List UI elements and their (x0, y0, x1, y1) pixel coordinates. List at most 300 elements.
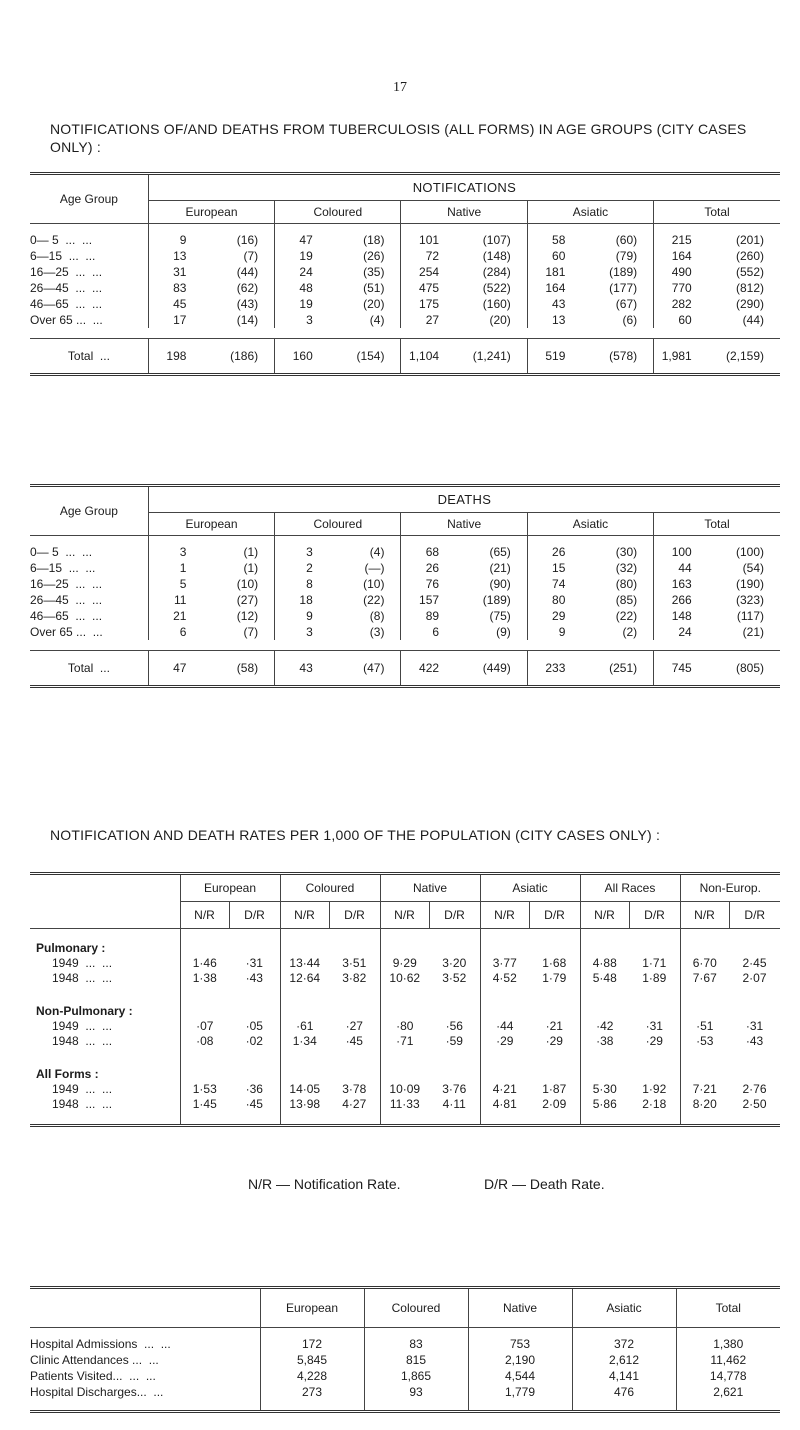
death-rate: 2·07 (742, 971, 767, 985)
empty-cell (629, 929, 680, 957)
value-1948: (20) (319, 296, 401, 312)
value-1948: (251) (571, 651, 653, 687)
empty-cell (429, 1049, 480, 1082)
value-1949: 26 (425, 561, 440, 575)
empty-cell (429, 929, 480, 957)
hospital-value: 1,779 (468, 1384, 572, 1400)
empty-cell (229, 929, 280, 957)
hospital-value: 4,141 (572, 1368, 676, 1384)
value-1948: (79) (571, 248, 653, 264)
value-1948: (7) (192, 248, 274, 264)
notification-rate: 1·45 (192, 1097, 217, 1111)
empty-cell (680, 1049, 729, 1082)
value-1948: (85) (571, 592, 653, 608)
value-1949: 2 (306, 561, 313, 575)
notifications-row (30, 296, 780, 312)
empty-cell (680, 929, 729, 957)
value-1949: 233 (545, 661, 566, 675)
death-rate: 3·51 (329, 956, 380, 971)
value-1949: 198 (166, 349, 187, 363)
notifications-separator (30, 328, 780, 339)
value-1948: (44) (192, 264, 274, 280)
value-1949: 215 (671, 233, 692, 247)
value-1949: 490 (671, 265, 692, 279)
subheader-nr: N/R (380, 902, 429, 929)
death-rate: 2·76 (742, 1082, 767, 1096)
rates-row (30, 1034, 780, 1049)
deaths-row (30, 576, 780, 592)
subheader-nr: N/R (680, 902, 729, 929)
notification-rate: 7·21 (692, 1082, 717, 1096)
death-rate: 1·79 (529, 971, 580, 986)
value-1948: (6) (571, 312, 653, 328)
value-1949: 3 (306, 545, 313, 559)
subheader-dr: D/R (529, 902, 580, 929)
notification-rate: 9·29 (392, 956, 417, 970)
deaths-row (30, 608, 780, 624)
notification-rate: ·51 (696, 1019, 714, 1033)
race-header-native: Native (401, 512, 527, 535)
empty-cell (180, 986, 229, 1019)
death-rate: ·05 (229, 1019, 280, 1034)
value-1948: (47) (319, 651, 401, 687)
value-1948: (4) (319, 312, 401, 328)
value-1948: (10) (192, 576, 274, 592)
value-1948: (154) (319, 339, 401, 375)
notification-rate: 1·46 (192, 956, 217, 970)
rates-row (30, 956, 780, 971)
value-1948: (2,159) (725, 349, 764, 363)
value-1949: 101 (419, 233, 440, 247)
deaths-group-header: DEATHS (148, 486, 780, 513)
page-number: 17 (393, 80, 407, 95)
hospital-value: 93 (364, 1384, 468, 1400)
death-rate: 2·09 (529, 1097, 580, 1112)
age-group-label: 6—15 ... ... (30, 560, 148, 576)
age-group-label: 6—15 ... ... (30, 248, 148, 264)
empty-cell (580, 986, 629, 1019)
value-1948: (58) (192, 651, 274, 687)
notification-rate: ·71 (396, 1034, 414, 1048)
race-header-european: European (148, 200, 274, 223)
empty-cell (529, 986, 580, 1019)
death-rate: 4·11 (429, 1097, 480, 1112)
value-1949: 21 (173, 609, 187, 623)
rates-row (30, 1082, 780, 1097)
empty-cell (329, 929, 380, 957)
value-1949: 770 (671, 281, 692, 295)
year-label: 1949 ... ... (30, 1082, 180, 1097)
death-rate: 3·78 (329, 1082, 380, 1097)
death-rate: ·45 (229, 1097, 280, 1112)
notification-rate: ·61 (296, 1019, 314, 1033)
deaths-separator (30, 640, 780, 651)
hospital-value: 372 (572, 1328, 676, 1353)
hospital-value: 172 (260, 1328, 364, 1353)
hospital-row-label: Clinic Attendances ... ... (30, 1352, 260, 1368)
age-group-label: 16—25 ... ... (30, 264, 148, 280)
legend-notification-rate: N/R — Notification Rate. (248, 1176, 401, 1192)
value-1948: (14) (192, 312, 274, 328)
rates-section-header (30, 986, 780, 1019)
notification-rate: 1·53 (192, 1082, 217, 1096)
hospital-value: 815 (364, 1352, 468, 1368)
age-group-label: 46—65 ... ... (30, 608, 148, 624)
death-rate: 1·71 (629, 956, 680, 971)
value-1949: 745 (671, 661, 692, 675)
notification-rate: 11·33 (389, 1097, 420, 1111)
value-1949: 27 (425, 313, 440, 327)
value-1949: 181 (545, 265, 566, 279)
hospital-header-native: Native (468, 1288, 572, 1328)
value-1949: 9 (306, 609, 313, 623)
hospital-value: 2,612 (572, 1352, 676, 1368)
value-1949: 6 (432, 625, 440, 639)
deaths-row (30, 560, 780, 576)
value-1948: (67) (571, 296, 653, 312)
empty-cell (580, 929, 629, 957)
hospital-value: 1,865 (364, 1368, 468, 1384)
notification-rate: 5·48 (592, 971, 617, 985)
subheader-nr: N/R (580, 902, 629, 929)
hospital-value: 4,228 (260, 1368, 364, 1384)
value-1949: 519 (545, 349, 566, 363)
age-group-label: 16—25 ... ... (30, 576, 148, 592)
hospital-corner-cell (30, 1288, 260, 1328)
empty-cell (280, 929, 329, 957)
value-1949: 80 (552, 593, 566, 607)
empty-cell (180, 929, 229, 957)
death-rate: ·45 (329, 1034, 380, 1049)
value-1949: 31 (173, 265, 187, 279)
value-1949: 76 (425, 577, 440, 591)
empty-cell (429, 986, 480, 1019)
notification-rate: ·38 (596, 1034, 614, 1048)
hospital-row (30, 1352, 780, 1368)
value-1949: 9 (558, 625, 566, 639)
death-rate: ·02 (229, 1034, 280, 1049)
value-1948: (60) (571, 224, 653, 249)
value-1949: 164 (545, 281, 566, 295)
value-1948: (16) (192, 224, 274, 249)
deaths-row (30, 592, 780, 608)
empty-cell (280, 986, 329, 1019)
hospital-header-asiatic: Asiatic (572, 1288, 676, 1328)
value-1949: 48 (299, 281, 313, 295)
value-1949: 1,104 (409, 349, 440, 363)
notification-rate: ·80 (396, 1019, 414, 1033)
hospital-value: 2,621 (713, 1385, 744, 1399)
value-1949: 13 (173, 249, 187, 263)
empty-cell (729, 1049, 780, 1082)
value-1948: (186) (192, 339, 274, 375)
value-1948: (2) (571, 624, 653, 640)
value-1948: (7) (192, 624, 274, 640)
age-group-header: Age Group (30, 174, 148, 224)
rates-table (30, 872, 780, 1127)
notifications-group-header: NOTIFICATIONS (148, 174, 780, 201)
value-1949: 160 (292, 349, 313, 363)
value-1948: (65) (445, 536, 527, 561)
hospital-value: 476 (572, 1384, 676, 1400)
notification-rate: 8·20 (692, 1097, 717, 1111)
empty-cell (480, 929, 529, 957)
hospital-row-label: Hospital Admissions ... ... (30, 1328, 260, 1353)
value-1948: (160) (445, 296, 527, 312)
age-group-header: Age Group (30, 486, 148, 536)
notification-rate: 4·21 (492, 1082, 517, 1096)
age-group-label: Over 65 ... ... (30, 624, 148, 640)
value-1948: (9) (445, 624, 527, 640)
value-1949: 175 (419, 297, 440, 311)
value-1949: 58 (552, 233, 566, 247)
empty-cell (680, 986, 729, 1019)
empty-cell (229, 986, 280, 1019)
notifications-total-row (30, 339, 780, 375)
value-1949: 148 (671, 609, 692, 623)
value-1949: 6 (179, 625, 187, 639)
death-rate: ·59 (429, 1034, 480, 1049)
value-1949: 3 (306, 313, 313, 327)
year-label: 1948 ... ... (30, 971, 180, 986)
hospital-bottom (30, 1400, 780, 1412)
value-1948: (3) (319, 624, 401, 640)
rates-group-all-races: All Races (580, 874, 680, 902)
deaths-table (30, 484, 780, 688)
age-group-label: 0— 5 ... ... (30, 224, 148, 249)
age-group-label: 26—45 ... ... (30, 592, 148, 608)
race-header-asiatic: Asiatic (527, 200, 653, 223)
value-1948: (260) (735, 249, 764, 263)
value-1949: 254 (419, 265, 440, 279)
value-1949: 282 (671, 297, 692, 311)
value-1948: (18) (319, 224, 401, 249)
value-1948: (30) (571, 536, 653, 561)
race-header-total: Total (704, 516, 730, 531)
notification-rate: 4·52 (492, 971, 517, 985)
age-group-label: 0— 5 ... ... (30, 536, 148, 561)
age-group-label: Over 65 ... ... (30, 312, 148, 328)
empty-cell (380, 929, 429, 957)
value-1948: (32) (571, 560, 653, 576)
value-1949: 68 (425, 545, 440, 559)
notification-rate: ·07 (196, 1019, 214, 1033)
value-1949: 1 (179, 561, 187, 575)
empty-cell (580, 1049, 629, 1082)
value-1949: 43 (299, 661, 313, 675)
value-1949: 44 (678, 561, 692, 575)
value-1948: (1,241) (445, 339, 527, 375)
hospital-value: 14,778 (709, 1369, 747, 1383)
subheader-dr: D/R (429, 902, 480, 929)
death-rate: 1·89 (629, 971, 680, 986)
race-header-native: Native (401, 200, 527, 223)
death-rate: 1·92 (629, 1082, 680, 1097)
empty-cell (729, 929, 780, 957)
subheader-nr: N/R (280, 902, 329, 929)
death-rate: 3·76 (429, 1082, 480, 1097)
value-1948: (26) (319, 248, 401, 264)
value-1948: (190) (735, 577, 764, 591)
empty-cell (480, 1049, 529, 1082)
notification-rate: 5·86 (592, 1097, 617, 1111)
hospital-row (30, 1328, 780, 1353)
value-1948: (578) (571, 339, 653, 375)
value-1948: (290) (735, 297, 764, 311)
hospital-value: 5,845 (260, 1352, 364, 1368)
value-1948: (1) (192, 560, 274, 576)
value-1949: 24 (299, 265, 313, 279)
value-1949: 74 (552, 577, 566, 591)
hospital-value: 753 (468, 1328, 572, 1353)
rates-bottom (30, 1112, 780, 1126)
death-rate: ·36 (229, 1082, 280, 1097)
death-rate: ·43 (229, 971, 280, 986)
value-1948: (449) (445, 651, 527, 687)
year-label: 1949 ... ... (30, 1019, 180, 1034)
section-label: All Forms : (30, 1049, 180, 1082)
value-1948: (44) (742, 313, 764, 327)
notification-rate: ·29 (496, 1034, 514, 1048)
death-rate: ·31 (229, 956, 280, 971)
value-1948: (1) (192, 536, 274, 561)
empty-cell (529, 929, 580, 957)
value-1948: (62) (192, 280, 274, 296)
value-1949: 47 (173, 661, 187, 675)
race-header-coloured: Coloured (275, 512, 401, 535)
death-rate: ·31 (745, 1019, 764, 1033)
notification-rate: 10·62 (389, 971, 421, 985)
notification-rate: 4·81 (492, 1097, 517, 1111)
value-1949: 163 (671, 577, 692, 591)
value-1949: 422 (419, 661, 440, 675)
notifications-row (30, 280, 780, 296)
race-header-total: Total (704, 204, 730, 219)
value-1948: (43) (192, 296, 274, 312)
notification-rate: ·08 (196, 1034, 214, 1048)
value-1948: (812) (735, 281, 764, 295)
hospital-value: 11,462 (710, 1353, 747, 1367)
death-rate: 2·50 (742, 1097, 767, 1111)
hospital-row-label: Patients Visited... ... ... (30, 1368, 260, 1384)
rates-group-coloured: Coloured (280, 874, 380, 902)
notification-rate: ·44 (496, 1019, 514, 1033)
hospital-value: 2,190 (468, 1352, 572, 1368)
empty-cell (380, 986, 429, 1019)
value-1948: (189) (445, 592, 527, 608)
value-1949: 5 (179, 577, 187, 591)
hospital-value: 4,544 (468, 1368, 572, 1384)
subheader-nr: N/R (180, 902, 229, 929)
notifications-row (30, 248, 780, 264)
deaths-total-row (30, 651, 780, 687)
death-rate: 2·18 (629, 1097, 680, 1112)
death-rate: 2·45 (742, 956, 767, 970)
value-1948: (107) (445, 224, 527, 249)
value-1948: (100) (735, 545, 764, 559)
value-1948: (27) (192, 592, 274, 608)
empty-cell (329, 1049, 380, 1082)
value-1949: 47 (299, 233, 313, 247)
value-1949: 1,981 (661, 349, 692, 363)
hospital-row-label: Hospital Discharges... ... (30, 1384, 260, 1400)
age-group-label: Total ... (30, 339, 148, 375)
age-group-label: 46—65 ... ... (30, 296, 148, 312)
notifications-title: NOTIFICATIONS OF/AND DEATHS FROM TUBERCULOSIS (ALL FORMS) IN AGE GROUPS (CITY CASES ONLY) : (50, 121, 747, 155)
death-rate: ·56 (429, 1019, 480, 1034)
value-1948: (20) (445, 312, 527, 328)
hospital-header-total: Total (715, 1301, 741, 1315)
empty-cell (629, 986, 680, 1019)
value-1949: 19 (299, 297, 313, 311)
notification-rate: 13·44 (289, 956, 321, 970)
value-1949: 11 (173, 593, 187, 607)
rates-row (30, 1019, 780, 1034)
death-rate: 4·27 (329, 1097, 380, 1112)
value-1949: 164 (671, 249, 692, 263)
death-rate: ·21 (529, 1019, 580, 1034)
hospital-value: 273 (260, 1384, 364, 1400)
value-1949: 100 (671, 545, 692, 559)
legend-death-rate: D/R — Death Rate. (484, 1176, 605, 1192)
notification-rate: 14·05 (289, 1082, 321, 1096)
value-1948: (90) (445, 576, 527, 592)
value-1948: (54) (742, 561, 764, 575)
empty-cell (180, 1049, 229, 1082)
rates-section-header (30, 1049, 780, 1082)
value-1949: 26 (552, 545, 566, 559)
death-rate: 3·52 (429, 971, 480, 986)
value-1948: (117) (736, 609, 764, 623)
death-rate: ·29 (529, 1034, 580, 1049)
rates-group-european: European (180, 874, 280, 902)
age-group-label: Total ... (30, 651, 148, 687)
death-rate: ·27 (329, 1019, 380, 1034)
value-1949: 157 (419, 593, 440, 607)
notification-rate: 1·34 (292, 1034, 317, 1048)
value-1948: (75) (445, 608, 527, 624)
value-1948: (323) (735, 593, 764, 607)
value-1948: (—) (319, 560, 401, 576)
empty-cell (480, 986, 529, 1019)
empty-cell (380, 1049, 429, 1082)
rates-group-native: Native (380, 874, 480, 902)
empty-cell (729, 986, 780, 1019)
section-label: Pulmonary : (30, 929, 180, 957)
empty-cell (329, 986, 380, 1019)
notifications-row (30, 224, 780, 249)
notifications-table (30, 172, 780, 376)
value-1948: (12) (192, 608, 274, 624)
race-header-asiatic: Asiatic (527, 512, 653, 535)
death-rate: ·29 (629, 1034, 680, 1049)
rates-group-non-europ: Non-Europ. (680, 874, 780, 902)
hospital-row (30, 1384, 780, 1400)
value-1948: (51) (319, 280, 401, 296)
value-1948: (21) (445, 560, 527, 576)
value-1949: 45 (173, 297, 187, 311)
value-1948: (201) (735, 233, 764, 247)
hospital-row (30, 1368, 780, 1384)
value-1949: 17 (173, 313, 187, 327)
hospital-value: 1,380 (713, 1337, 744, 1351)
hospital-header-european: European (260, 1288, 364, 1328)
notifications-row (30, 312, 780, 328)
value-1948: (189) (571, 264, 653, 280)
rates-section-header (30, 929, 780, 957)
value-1948: (35) (319, 264, 401, 280)
value-1949: 24 (678, 625, 692, 639)
